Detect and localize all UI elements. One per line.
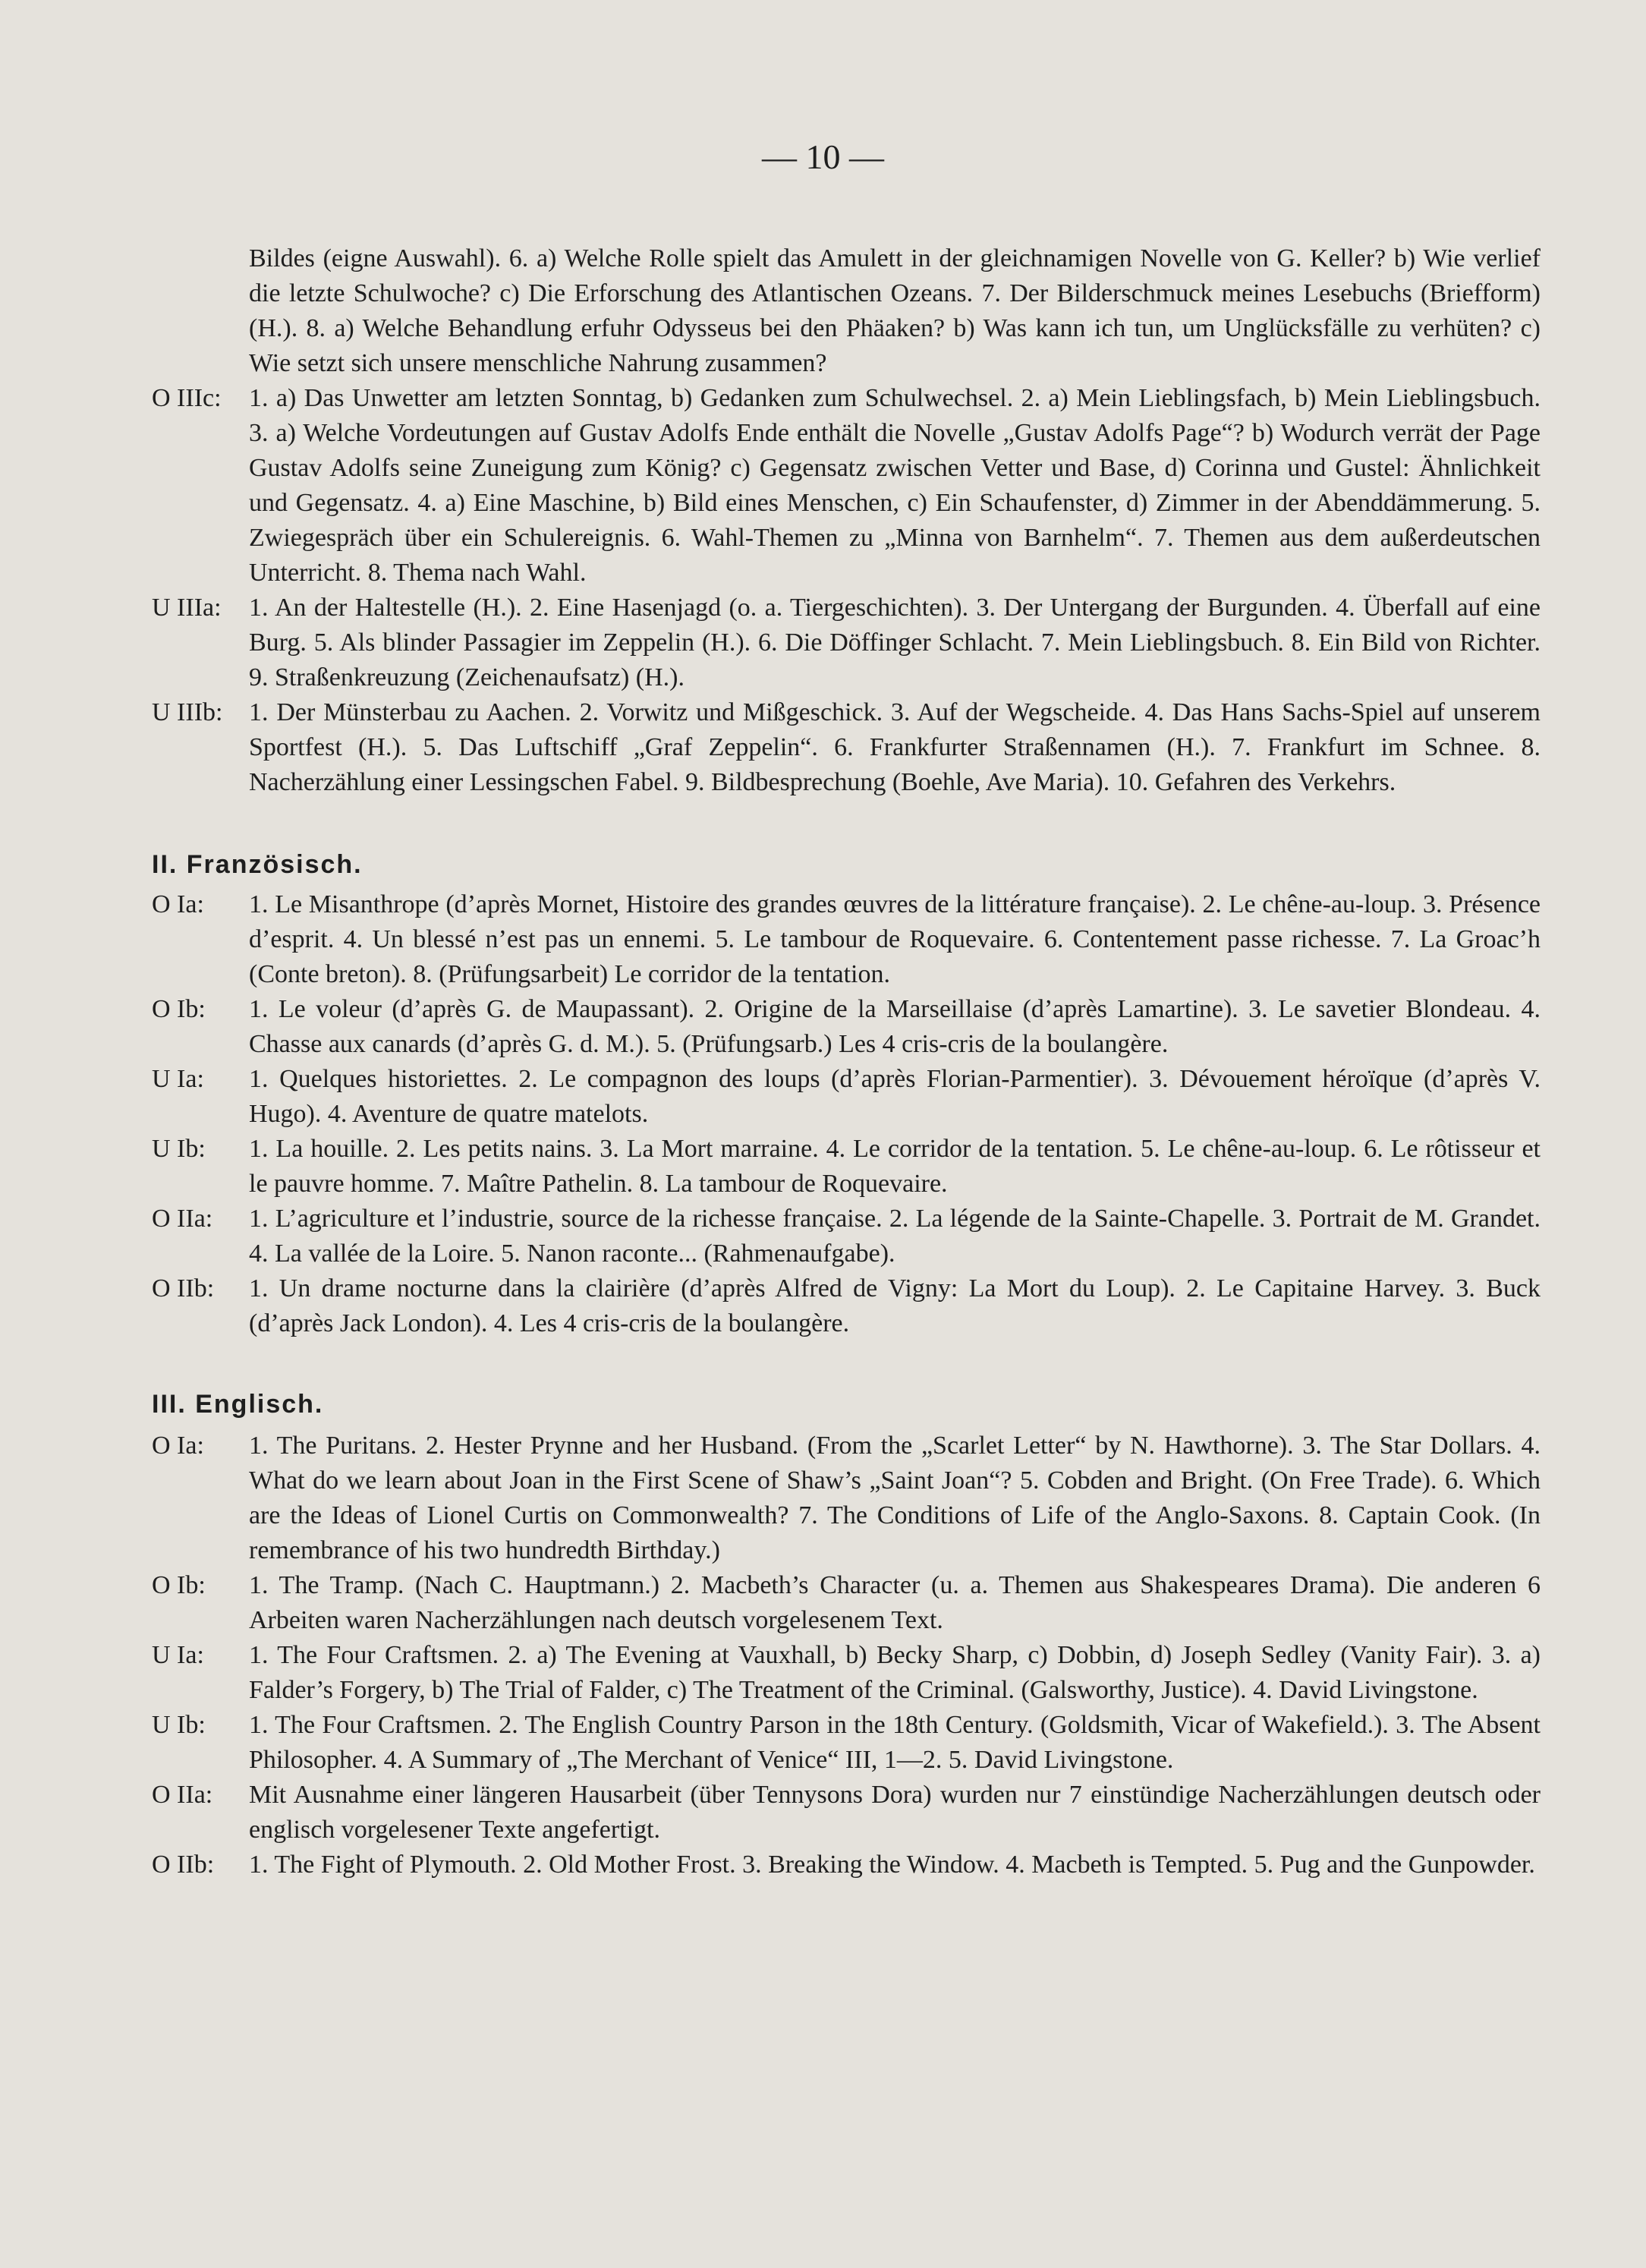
class-label: O Ia: — [152, 890, 204, 918]
entry-french-o-ib — [152, 992, 1541, 1062]
entry-text: Mit Ausnahme einer längeren Hausarbeit (über Tennysons Dora) wurden nur 7 einstündige Nacherzählungen deutsch oder englisch vorgelesener Texte angefertigt. — [249, 1781, 1541, 1844]
class-label: O IIa: — [152, 1781, 213, 1809]
class-label: O IIb: — [152, 1851, 215, 1879]
class-label: O Ia: — [152, 1432, 204, 1460]
entry-french-o-ia — [152, 887, 1541, 992]
section-heading-english: III. Englisch. — [152, 1390, 324, 1419]
entry-french-o-iia — [152, 1202, 1541, 1271]
entry-text: 1. a) Das Unwetter am letzten Sonntag, b) Gedanken zum Schulwechsel. 2. a) Mein Lieblingsfach, b) Mein Lieblingsbuch. 3. a) Welche Vordeutungen auf Gustav Adolfs Ende enthält die Novelle „Gustav Adolfs Page“? b) Wodurch verrät der Page Gustav Adolfs seine Zuneigung zum König? c) Gegensatz zwischen Vetter und Base, d) Corinna und Gustel: Ähnlichkeit und Gegensatz. 4. a) Eine Maschine, b) Bild eines Menschen, c) Ein Schaufenster, d) Zimmer in der Abenddämmerung. 5. Zwiegespräch über ein Schulereignis. 6. Wahl-Themen zu „Minna von Barnhelm“. 7. Themen aus dem außerdeutschen Unterricht. 8. Thema nach Wahl. — [249, 384, 1541, 587]
entry-text: 1. Der Münsterbau zu Aachen. 2. Vorwitz und Mißgeschick. 3. Auf der Wegscheide. 4. Das Hans Sachs-Spiel auf unserem Sportfest (H.). 5. Das Luftschiff „Graf Zeppelin“. 6. Frankfurter Straßennamen (H.). 7. Frankfurt im Schnee. 8. Nacherzählung einer Lessingschen Fabel. 9. Bildbesprechung (Boehle, Ave Maria). 10. Gefahren des Verkehrs. — [249, 698, 1541, 796]
intro-paragraph: Bildes (eigne Auswahl). 6. a) Welche Rolle spielt das Amulett in der gleichnamigen Novelle von G. Keller? b) Wie verlief die letzte Schulwoche? c) Die Erforschung des Atlantischen Ozeans. 7. Der Bilderschmuck meines Lesebuchs (Briefform) (H.). 8. a) Welche Behandlung erfuhr Odysseus bei den Phäaken? b) Was kann ich tun, um Unglücksfälle zu verhüten? c) Wie setzt sich unsere menschliche Nahrung zusammen? — [249, 244, 1541, 377]
class-label: U IIIb: — [152, 698, 223, 726]
entry-text: 1. The Puritans. 2. Hester Prynne and her Husband. (From the „Scarlet Letter“ by N. Hawthorne). 3. The Star Dollars. 4. What do we learn about Joan in the First Scene of Shaw’s „Saint Joan“? 5. Cobden and Bright. (On Free Trade). 6. Which are the Ideas of Lionel Curtis on Commonwealth? 7. The Conditions of Life of the Anglo-Saxons. 8. Captain Cook. (In remembrance of his two hundredth Birthday.) — [249, 1432, 1541, 1564]
class-label: U Ia: — [152, 1641, 204, 1669]
entry-text: 1. L’agriculture et l’industrie, source de la richesse française. 2. La légende de la Sainte-Chapelle. 3. Portrait de M. Grandet. 4. La vallée de la Loire. 5. Nanon raconte... (Rahmenaufgabe). — [249, 1205, 1541, 1268]
class-label: O Ib: — [152, 995, 206, 1023]
entry-german-o-iiic — [152, 381, 1541, 591]
entry-text: 1. La houille. 2. Les petits nains. 3. La Mort marraine. 4. Le corridor de la tentation. 5. Le chêne-au-loup. 6. Le rôtisseur et le pauvre homme. 7. Maître Pathelin. 8. La tambour de Roquevaire. — [249, 1135, 1541, 1198]
entry-english-o-ib — [152, 1568, 1541, 1638]
class-label: U IIIa: — [152, 594, 222, 622]
entry-text: 1. The Fight of Plymouth. 2. Old Mother Frost. 3. Breaking the Window. 4. Macbeth is Tempted. 5. Pug and the Gunpowder. — [249, 1851, 1535, 1879]
entry-french-u-ib — [152, 1132, 1541, 1202]
entry-english-o-ia — [152, 1429, 1541, 1568]
class-label: U Ib: — [152, 1711, 206, 1739]
entry-text: 1. The Four Craftsmen. 2. a) The Evening at Vauxhall, b) Becky Sharp, c) Dobbin, d) Joseph Sedley (Vanity Fair). 3. a) Falder’s Forgery, b) The Trial of Falder, c) The Treatment of the Criminal. (Galsworthy, Justice). 4. David Livingstone. — [249, 1641, 1541, 1704]
entry-english-o-iia — [152, 1778, 1541, 1847]
entry-french-o-iib — [152, 1271, 1541, 1341]
class-label: O IIa: — [152, 1205, 213, 1233]
entry-text: 1. Le voleur (d’après G. de Maupassant). 2. Origine de la Marseillaise (d’après Lamartine). 3. Le savetier Blondeau. 4. Chasse aux canards (d’après G. d. M.). 5. (Prüfungsarb.) Les 4 cris-cris de la boulangère. — [249, 995, 1541, 1058]
entry-text: 1. The Four Craftsmen. 2. The English Country Parson in the 18th Century. (Goldsmith, Vicar of Wakefield.). 3. The Absent Philosopher. 4. A Summary of „The Merchant of Venice“ III, 1—2. 5. David Livingstone. — [249, 1711, 1541, 1774]
entry-french-u-ia — [152, 1062, 1541, 1132]
class-label: O Ib: — [152, 1571, 206, 1599]
entry-english-u-ib — [152, 1708, 1541, 1778]
entry-text: 1. Un drame nocturne dans la clairière (d’après Alfred de Vigny: La Mort du Loup). 2. Le Capitaine Harvey. 3. Buck (d’après Jack London). 4. Les 4 cris-cris de la boulangère. — [249, 1274, 1541, 1337]
class-label: O IIb: — [152, 1274, 215, 1303]
page-content — [152, 241, 1541, 1882]
class-label: U Ia: — [152, 1065, 204, 1093]
entry-text: 1. Quelques historiettes. 2. Le compagnon des loups (d’après Florian-Parmentier). 3. Dévouement héroïque (d’après V. Hugo). 4. Aventure de quatre matelots. — [249, 1065, 1541, 1128]
entry-text: 1. The Tramp. (Nach C. Hauptmann.) 2. Macbeth’s Character (u. a. Themen aus Shakespeares Drama). Die anderen 6 Arbeiten waren Nacherzählungen nach deutsch vorgelesenem Text. — [249, 1571, 1541, 1634]
class-label: O IIIc: — [152, 384, 222, 412]
entry-english-o-iib — [152, 1847, 1541, 1882]
page-number: — 10 — — [762, 137, 884, 176]
entry-german-u-iiib — [152, 695, 1541, 800]
entry-german-u-iiia — [152, 591, 1541, 695]
entry-english-u-ia — [152, 1638, 1541, 1708]
entry-text: 1. Le Misanthrope (d’après Mornet, Histoire des grandes œuvres de la littérature française). 2. Le chêne-au-loup. 3. Présence d’esprit. 4. Un blessé n’est pas un ennemi. 5. Le tambour de Roquevaire. 6. Contentement passe richesse. 7. La Groac’h (Conte breton). 8. (Prüfungsarbeit) Le corridor de la tentation. — [249, 890, 1541, 988]
section-heading-french: II. Französisch. — [152, 850, 363, 879]
class-label: U Ib: — [152, 1135, 206, 1163]
entry-text: 1. An der Haltestelle (H.). 2. Eine Hasenjagd (o. a. Tiergeschichten). 3. Der Untergang der Burgunden. 4. Überfall auf eine Burg. 5. Als blinder Passagier im Zeppelin (H.). 6. Die Döffinger Schlacht. 7. Mein Lieblingsbuch. 8. Ein Bild von Richter. 9. Straßenkreuzung (Zeichenaufsatz) (H.). — [249, 594, 1541, 691]
